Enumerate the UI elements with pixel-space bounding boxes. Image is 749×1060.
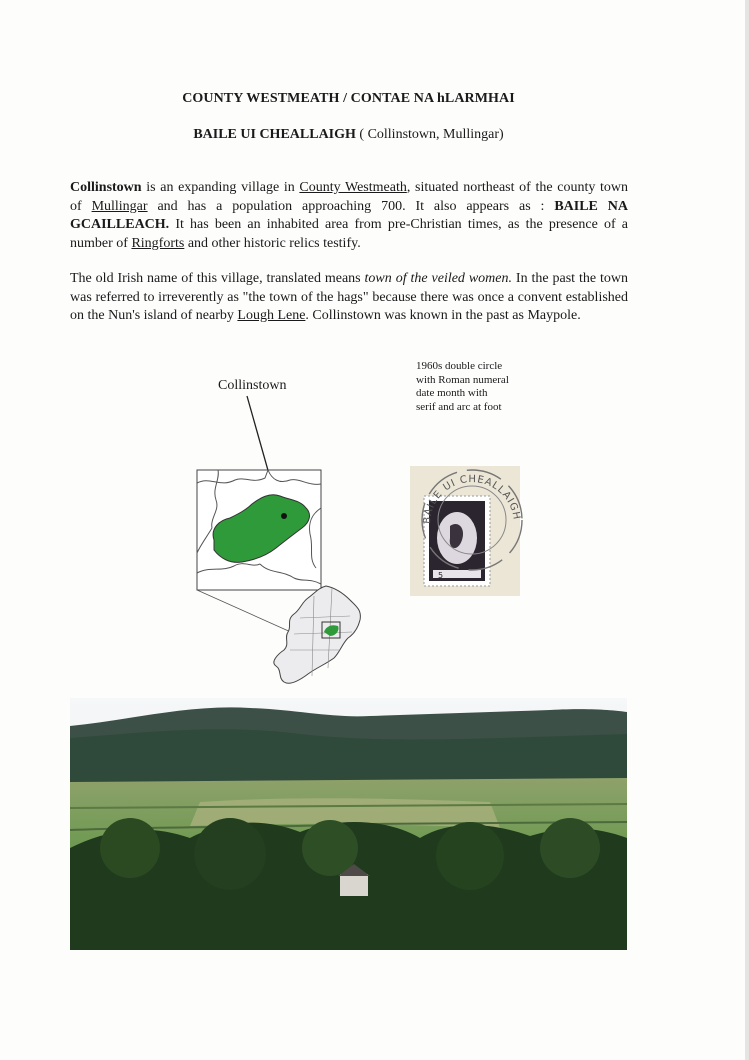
text-run: In the past the town was referred to irreverently as "the town of the hags" because there was once a convent established on the Nun's island of nearby — [70, 271, 629, 323]
subtitle-english-name: ( Collinstown, Mullingar) — [355, 127, 504, 142]
text-run: , situated northeast of the county town of — [70, 180, 628, 214]
intro-paragraph — [70, 179, 628, 253]
map-label: Collinstown — [218, 378, 287, 393]
translation-phrase: town of the veiled women. — [364, 271, 513, 286]
stamp-value: 5 — [438, 571, 444, 580]
ireland-outline — [274, 586, 361, 683]
page-edge — [745, 0, 749, 1060]
text-run: and has a population approaching 700. It also appears as : — [147, 198, 555, 214]
text-run: . Collinstown was known in the past as Maypole. — [305, 308, 581, 323]
stamp-with-postmark — [402, 462, 532, 602]
caption-line: serif and arc at foot — [416, 400, 502, 413]
link-county-westmeath: County Westmeath — [299, 180, 407, 195]
subtitle-irish-name: BAILE UI CHEALLAIGH — [193, 127, 356, 142]
house — [340, 874, 368, 896]
collinstown-marker — [281, 513, 287, 519]
history-paragraph — [70, 270, 628, 326]
term-collinstown: Collinstown — [70, 180, 142, 195]
page-subtitle — [0, 127, 697, 143]
text-run: is an expanding village in — [141, 180, 300, 195]
zoom-line — [197, 590, 293, 633]
caption-line: date month with — [416, 387, 488, 399]
link-mullingar: Mullingar — [91, 198, 148, 214]
term-baile-na-gcailleach: BAILE NA GCAILLEACH. — [70, 198, 628, 232]
collinstown-landscape-photo — [70, 698, 627, 950]
postmark-text: BAILE UI CHEALLAIGH — [421, 473, 522, 525]
link-ringforts: Ringforts — [131, 235, 185, 251]
text-run: The old Irish name of this village, translated means — [70, 271, 365, 286]
text-run: It has been an inhabited area from pre-Christian times, as the presence of a number of — [70, 217, 628, 251]
page-title: COUNTY WESTMEATH / CONTAE NA hLARMHAI — [182, 91, 515, 106]
stamp-caption — [416, 360, 509, 414]
caption-line: with Roman numeral — [416, 373, 509, 386]
text-run: and other historic relics testify. — [184, 235, 361, 251]
county-inset — [197, 470, 321, 590]
westmeath-location-map — [190, 388, 380, 690]
caption-line: 1960s double circle — [416, 360, 503, 372]
link-lough-lene: Lough Lene — [237, 308, 306, 323]
